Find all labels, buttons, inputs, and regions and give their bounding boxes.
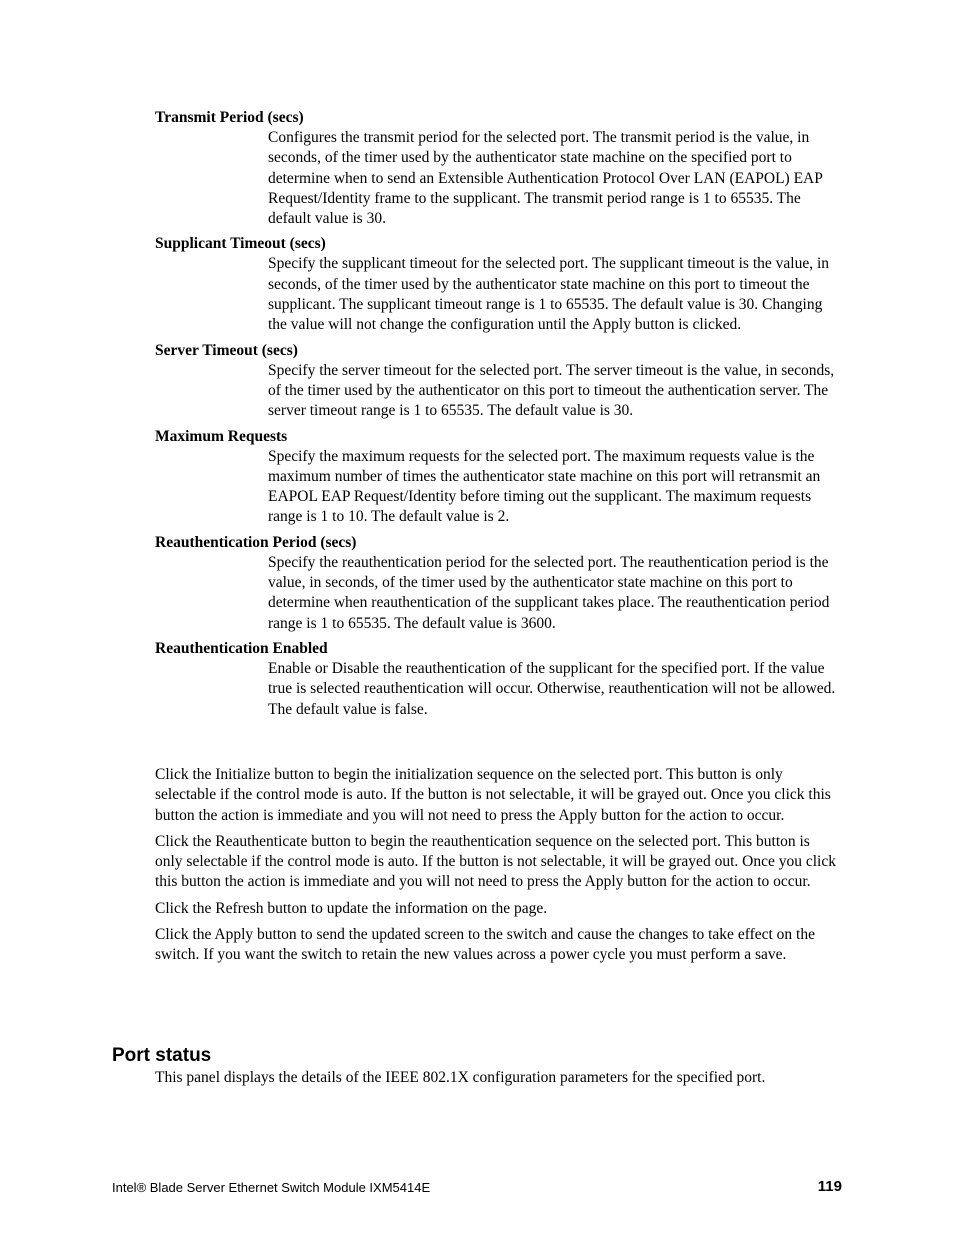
- definition-reauthentication-enabled: Enable or Disable the reauthentication of the supplicant for the specified port. If the value true is selected reauthentication will occur. Otherwise, reauthentication will not be allowed. The default value is false.: [268, 659, 836, 718]
- section-text: This panel displays the details of the IEEE 802.1X configuration parameters for the specified port.: [155, 1069, 766, 1086]
- body-paragraphs: [155, 765, 841, 972]
- term-reauthentication-enabled: Reauthentication Enabled: [155, 639, 328, 657]
- definition-transmit-period: Configures the transmit period for the selected port. The transmit period is the value, in seconds, of the timer used by the authenticator state machine on the specified port to determine when to send an Extensible Authentication Protocol Over LAN (EAPOL) EAP Request/Identity frame to the supplicant. The transmit period range is 1 to 65535. The default value is 30.: [268, 129, 823, 228]
- term-supplicant-timeout: Supplicant Timeout (secs): [155, 235, 326, 253]
- definition-maximum-requests: Specify the maximum requests for the selected port. The maximum requests value is the maximum number of times the authenticator state machine on this port will retransmit an EAPOL EAP Request/Identity before timing out the supplicant. The maximum requests range is 1 to 10. The default value is 2.: [268, 447, 821, 526]
- page-number: 119: [817, 1178, 842, 1195]
- definition-reauthentication-period: Specify the reauthentication period for the selected port. The reauthentication period is the value, in seconds, of the timer used by the authenticator state machine on this port to determine when reauthentication of the supplicant takes place. The reauthentication period range is 1 to 65535. The default value is 3600.: [268, 553, 830, 632]
- term-transmit-period: Transmit Period (secs): [155, 109, 304, 126]
- paragraph-initialize: Click the Initialize button to begin the initialization sequence on the selected port. This button is only selectable if the control mode is auto. If the button is not selectable, it will be grayed out. Once you click this button the action is immediate and you will not need to press the Apply button for the action to occur.: [155, 766, 831, 824]
- definition-list: [155, 108, 845, 725]
- footer-title: Intel® Blade Server Ethernet Switch Module IXM5414E: [112, 1180, 431, 1195]
- definition-server-timeout: Specify the server timeout for the selected port. The server timeout is the value, in seconds, of the timer used by the authenticator on this port to timeout the authentication server. The server timeout range is 1 to 65535. The default value is 30.: [268, 361, 835, 420]
- term-maximum-requests: Maximum Requests: [155, 427, 288, 445]
- term-reauthentication-period: Reauthentication Period (secs): [155, 533, 357, 551]
- paragraph-reauthenticate: Click the Reauthenticate button to begin the reauthentication sequence on the selected port. This button is only selectable if the control mode is auto. If the button is not selectable, it will be grayed out. Once you click this button the action is immediate and you will not need to press the Apply button for the action to occur.: [155, 832, 836, 891]
- term-server-timeout: Server Timeout (secs): [155, 341, 298, 359]
- paragraph-apply: Click the Apply button to send the updated screen to the switch and cause the changes to take effect on the switch. If you want the switch to retain the new values across a power cycle you must perform a save.: [155, 926, 815, 964]
- paragraph-refresh: Click the Refresh button to update the information on the page.: [155, 899, 548, 917]
- definition-supplicant-timeout: Specify the supplicant timeout for the selected port. The supplicant timeout is the value, in seconds, of the timer used by the authenticator state machine on this port to timeout the supplicant. The supplicant timeout range is 1 to 65535. The default value is 30. Changing the value will not change the configuration until the Apply button is clicked.: [268, 255, 830, 334]
- section-heading: Port status: [112, 1045, 212, 1066]
